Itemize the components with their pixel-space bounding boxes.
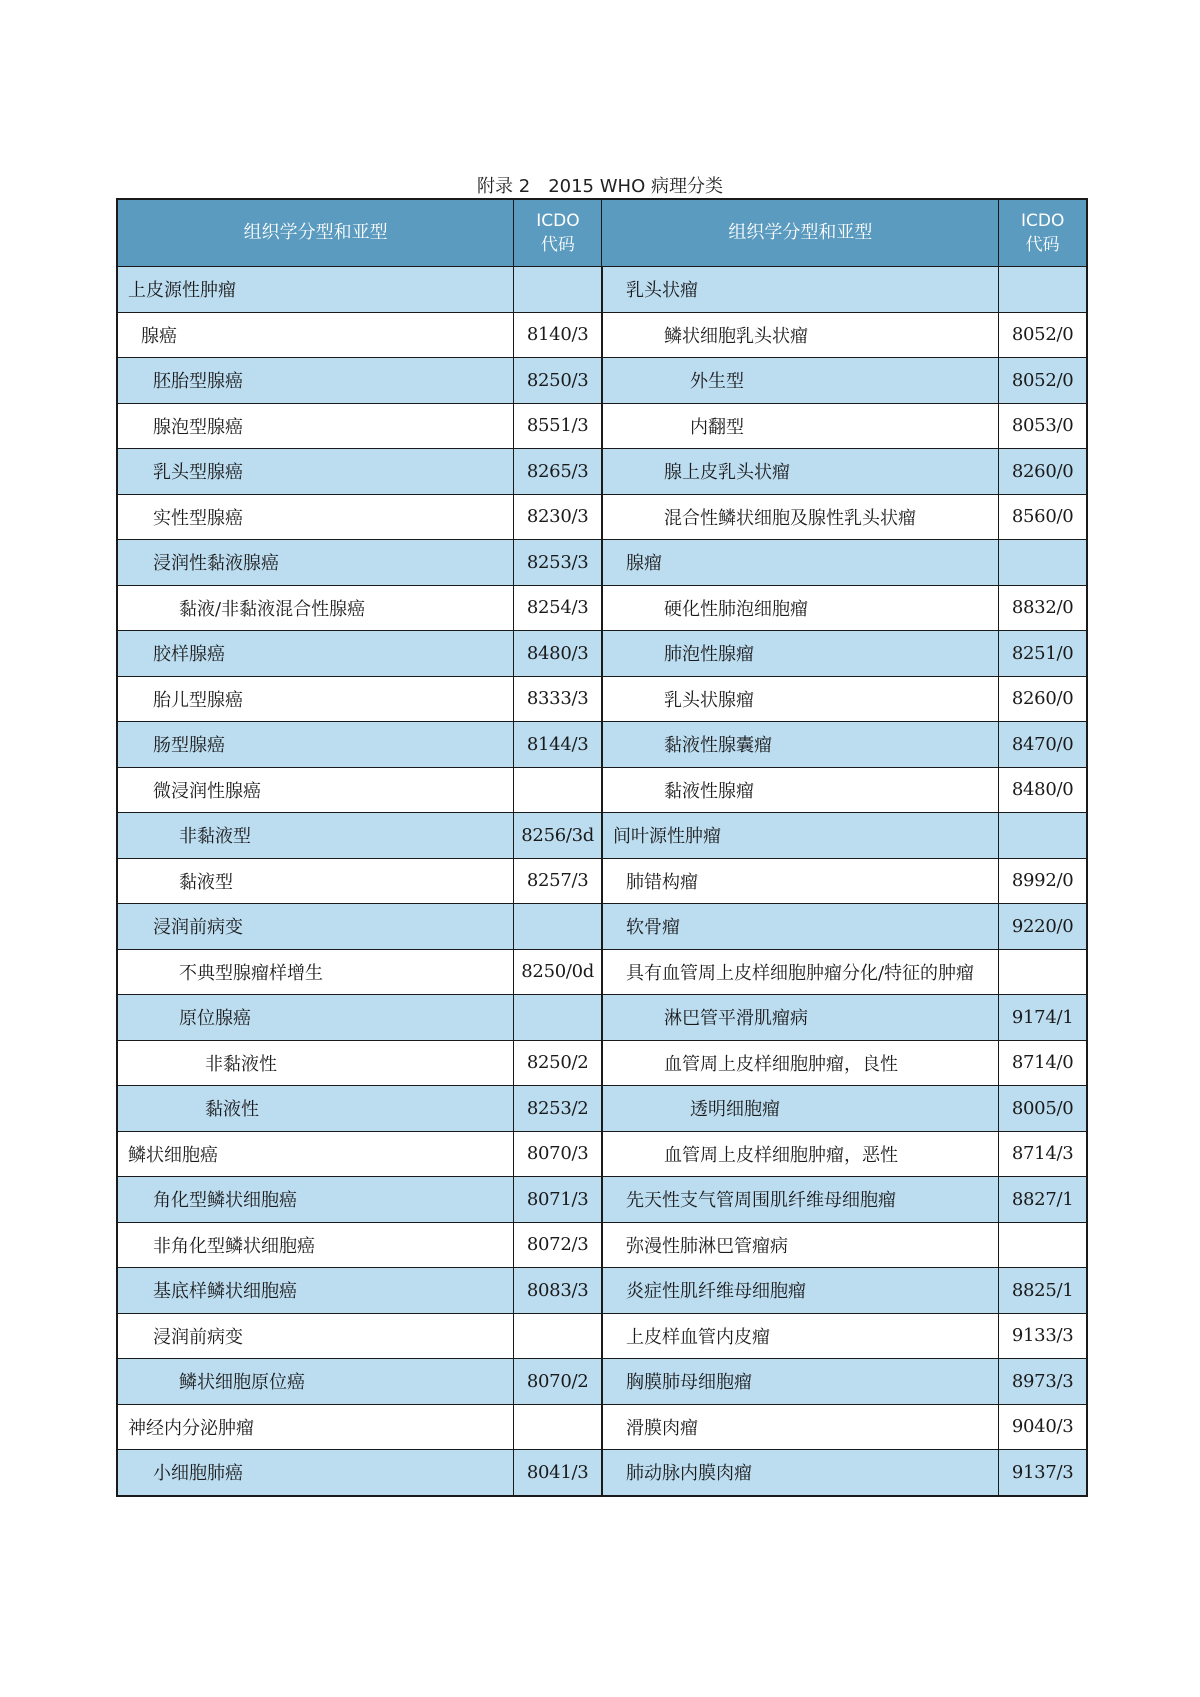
table-row [117, 358, 1087, 404]
left-icdo-code: 8250/0d [514, 949, 602, 995]
left-type-name: 基底样鳞状细胞癌 [117, 1268, 514, 1314]
header-code-line2: 代码 [1025, 235, 1060, 255]
left-type-name: 浸润前病变 [117, 1313, 514, 1359]
header-code-right [999, 199, 1087, 267]
left-icdo-code: 8551/3 [514, 403, 602, 449]
right-type-name: 血管周上皮样细胞肿瘤，良性 [602, 1040, 999, 1086]
right-icdo-code: 8714/0 [999, 1040, 1087, 1086]
left-icdo-code [514, 267, 602, 313]
right-icdo-code: 8260/0 [999, 449, 1087, 495]
left-type-name: 角化型鳞状细胞癌 [117, 1177, 514, 1223]
left-type-name: 鳞状细胞癌 [117, 1131, 514, 1177]
left-icdo-code: 8333/3 [514, 676, 602, 722]
table-row [117, 1222, 1087, 1268]
table-row [117, 1131, 1087, 1177]
left-icdo-code: 8257/3 [514, 858, 602, 904]
right-type-name: 上皮样血管内皮瘤 [602, 1313, 999, 1359]
left-icdo-code: 8083/3 [514, 1268, 602, 1314]
table-caption: 附录 2 2015 WHO 病理分类 [477, 176, 723, 197]
header-name-right: 组织学分型和亚型 [602, 199, 999, 267]
right-icdo-code: 8992/0 [999, 858, 1087, 904]
table-row [117, 631, 1087, 677]
left-type-name: 胶样腺癌 [117, 631, 514, 677]
table-row [117, 1450, 1087, 1496]
table-row [117, 1086, 1087, 1132]
left-icdo-code: 8071/3 [514, 1177, 602, 1223]
right-icdo-code [999, 267, 1087, 313]
left-icdo-code: 8140/3 [514, 312, 602, 358]
left-type-name: 乳头型腺癌 [117, 449, 514, 495]
right-type-name: 软骨瘤 [602, 904, 999, 950]
right-type-name: 乳头状腺瘤 [602, 676, 999, 722]
left-type-name: 非黏液性 [117, 1040, 514, 1086]
right-icdo-code: 8560/0 [999, 494, 1087, 540]
header-code-left [514, 199, 602, 267]
left-icdo-code [514, 904, 602, 950]
left-type-name: 小细胞肺癌 [117, 1450, 514, 1496]
right-type-name: 肺错构瘤 [602, 858, 999, 904]
left-icdo-code: 8072/3 [514, 1222, 602, 1268]
right-icdo-code: 8251/0 [999, 631, 1087, 677]
left-type-name: 微浸润性腺癌 [117, 767, 514, 813]
left-icdo-code [514, 767, 602, 813]
left-type-name: 非黏液型 [117, 813, 514, 859]
left-type-name: 腺泡型腺癌 [117, 403, 514, 449]
right-type-name: 内翻型 [602, 403, 999, 449]
right-icdo-code: 8052/0 [999, 312, 1087, 358]
table-row [117, 403, 1087, 449]
right-type-name: 乳头状瘤 [602, 267, 999, 313]
right-icdo-code: 8470/0 [999, 722, 1087, 768]
right-icdo-code [999, 813, 1087, 859]
left-type-name: 浸润前病变 [117, 904, 514, 950]
right-type-name: 腺瘤 [602, 540, 999, 586]
left-icdo-code [514, 995, 602, 1041]
right-icdo-code: 9040/3 [999, 1404, 1087, 1450]
left-icdo-code: 8250/3 [514, 358, 602, 404]
right-type-name: 弥漫性肺淋巴管瘤病 [602, 1222, 999, 1268]
right-type-name: 腺上皮乳头状瘤 [602, 449, 999, 495]
right-type-name: 血管周上皮样细胞肿瘤，恶性 [602, 1131, 999, 1177]
right-icdo-code: 8827/1 [999, 1177, 1087, 1223]
right-type-name: 透明细胞瘤 [602, 1086, 999, 1132]
table-row [117, 858, 1087, 904]
right-type-name: 肺动脉内膜肉瘤 [602, 1450, 999, 1496]
table-row [117, 540, 1087, 586]
left-type-name: 胚胎型腺癌 [117, 358, 514, 404]
table-row [117, 904, 1087, 950]
table-row [117, 585, 1087, 631]
left-icdo-code: 8256/3d [514, 813, 602, 859]
table-row [117, 813, 1087, 859]
right-type-name: 混合性鳞状细胞及腺性乳头状瘤 [602, 494, 999, 540]
right-icdo-code: 8973/3 [999, 1359, 1087, 1405]
left-type-name: 黏液型 [117, 858, 514, 904]
who-classification-table [116, 198, 1088, 1497]
table-row [117, 312, 1087, 358]
left-type-name: 非角化型鳞状细胞癌 [117, 1222, 514, 1268]
left-icdo-code: 8250/2 [514, 1040, 602, 1086]
table-row [117, 1359, 1087, 1405]
right-icdo-code [999, 1222, 1087, 1268]
right-icdo-code: 9220/0 [999, 904, 1087, 950]
right-type-name: 硬化性肺泡细胞瘤 [602, 585, 999, 631]
left-icdo-code: 8230/3 [514, 494, 602, 540]
right-type-name: 先天性支气管周围肌纤维母细胞瘤 [602, 1177, 999, 1223]
left-icdo-code: 8254/3 [514, 585, 602, 631]
right-icdo-code: 8053/0 [999, 403, 1087, 449]
right-type-name: 炎症性肌纤维母细胞瘤 [602, 1268, 999, 1314]
table-row [117, 767, 1087, 813]
left-icdo-code: 8480/3 [514, 631, 602, 677]
left-icdo-code: 8070/2 [514, 1359, 602, 1405]
table-row [117, 995, 1087, 1041]
table-row [117, 267, 1087, 313]
left-type-name: 不典型腺瘤样增生 [117, 949, 514, 995]
left-icdo-code: 8253/3 [514, 540, 602, 586]
header-code-line1: ICDO [536, 211, 580, 231]
table-row [117, 1313, 1087, 1359]
left-type-name: 神经内分泌肿瘤 [117, 1404, 514, 1450]
right-icdo-code: 8825/1 [999, 1268, 1087, 1314]
table-body [117, 267, 1087, 1496]
left-icdo-code [514, 1404, 602, 1450]
right-type-name: 胸膜肺母细胞瘤 [602, 1359, 999, 1405]
right-type-name: 具有血管周上皮样细胞肿瘤分化/特征的肿瘤 [602, 949, 999, 995]
table-row [117, 1268, 1087, 1314]
left-type-name: 肠型腺癌 [117, 722, 514, 768]
right-type-name: 间叶源性肿瘤 [602, 813, 999, 859]
right-type-name: 肺泡性腺瘤 [602, 631, 999, 677]
table-row [117, 494, 1087, 540]
left-icdo-code: 8253/2 [514, 1086, 602, 1132]
header-code-line2: 代码 [540, 235, 575, 255]
table-row [117, 1177, 1087, 1223]
right-icdo-code: 8005/0 [999, 1086, 1087, 1132]
right-icdo-code [999, 540, 1087, 586]
table-row [117, 1404, 1087, 1450]
left-type-name: 腺癌 [117, 312, 514, 358]
right-type-name: 滑膜肉瘤 [602, 1404, 999, 1450]
right-icdo-code: 8480/0 [999, 767, 1087, 813]
right-icdo-code: 9137/3 [999, 1450, 1087, 1496]
left-icdo-code: 8144/3 [514, 722, 602, 768]
left-type-name: 胎儿型腺癌 [117, 676, 514, 722]
left-type-name: 原位腺癌 [117, 995, 514, 1041]
right-type-name: 黏液性腺囊瘤 [602, 722, 999, 768]
left-type-name: 浸润性黏液腺癌 [117, 540, 514, 586]
right-icdo-code: 8832/0 [999, 585, 1087, 631]
left-type-name: 上皮源性肿瘤 [117, 267, 514, 313]
table-row [117, 449, 1087, 495]
left-icdo-code [514, 1313, 602, 1359]
right-type-name: 鳞状细胞乳头状瘤 [602, 312, 999, 358]
right-icdo-code: 9174/1 [999, 995, 1087, 1041]
left-type-name: 黏液性 [117, 1086, 514, 1132]
right-icdo-code: 8714/3 [999, 1131, 1087, 1177]
left-icdo-code: 8070/3 [514, 1131, 602, 1177]
table-row [117, 722, 1087, 768]
right-icdo-code: 8052/0 [999, 358, 1087, 404]
table-row [117, 949, 1087, 995]
header-code-line1: ICDO [1020, 211, 1065, 231]
header-name-left: 组织学分型和亚型 [117, 199, 514, 267]
table-row [117, 1040, 1087, 1086]
table-row [117, 676, 1087, 722]
right-type-name: 黏液性腺瘤 [602, 767, 999, 813]
left-type-name: 实性型腺癌 [117, 494, 514, 540]
left-type-name: 鳞状细胞原位癌 [117, 1359, 514, 1405]
right-type-name: 淋巴管平滑肌瘤病 [602, 995, 999, 1041]
left-icdo-code: 8041/3 [514, 1450, 602, 1496]
right-icdo-code: 9133/3 [999, 1313, 1087, 1359]
left-icdo-code: 8265/3 [514, 449, 602, 495]
right-icdo-code: 8260/0 [999, 676, 1087, 722]
table-header-row [117, 199, 1087, 267]
right-icdo-code [999, 949, 1087, 995]
left-type-name: 黏液/非黏液混合性腺癌 [117, 585, 514, 631]
right-type-name: 外生型 [602, 358, 999, 404]
